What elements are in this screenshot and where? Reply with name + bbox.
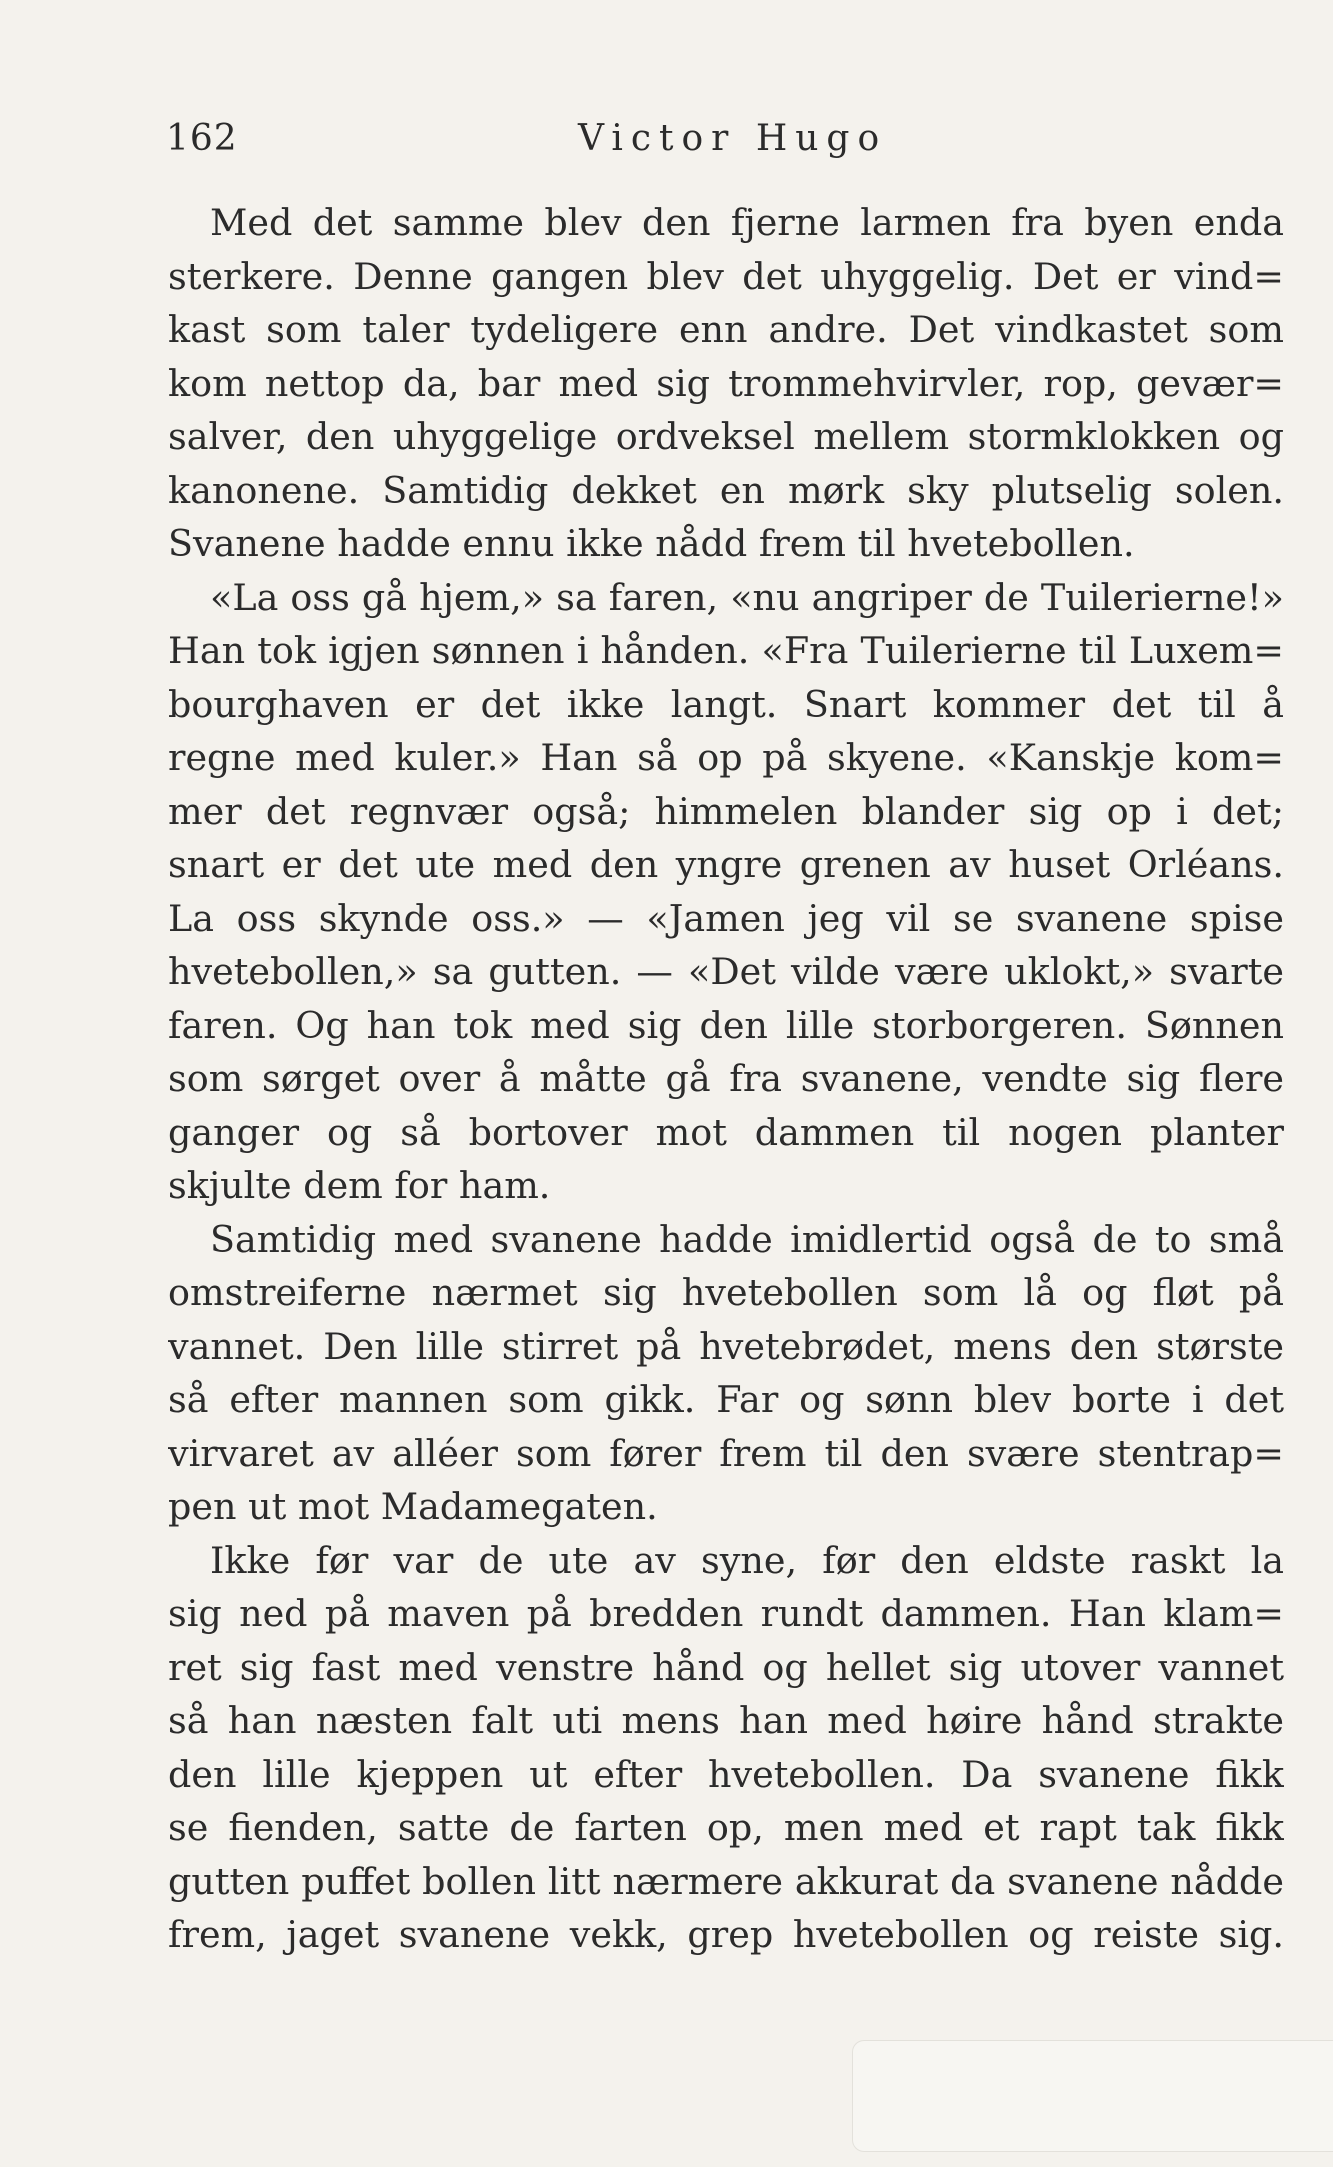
text-line: Han tok igjen sønnen i hånden. «Fra Tuilerierne til Luxem= (168, 629, 1284, 672)
text-line: snart er det ute med den yngre grenen av huset Orléans. (168, 843, 1284, 886)
text-line: ganger og så bortover mot dammen til nogen planter (168, 1110, 1284, 1154)
text-line: vannet. Den lille stirret på hvetebrødet, mens den største (168, 1324, 1284, 1368)
text-line: hvetebollen,» sa gutten. — «Det vilde være uklokt,» svarte (168, 950, 1284, 993)
text-line: bourghaven er det ikke langt. Snart kommer det til å (168, 682, 1284, 726)
page-header (166, 118, 1286, 178)
text-line: kanonene. Samtidig dekket en mørk sky plutselig solen. (168, 468, 1284, 512)
text-line: mer det regnvær også; himmelen blander sig op i det; (168, 789, 1284, 833)
page-number: 162 (166, 118, 238, 159)
text-line: den lille kjeppen ut efter hvetebollen. Da svanene fikk (168, 1752, 1284, 1796)
body-text (168, 196, 1284, 1962)
text-line: ret sig fast med venstre hånd og hellet sig utover vannet (168, 1645, 1284, 1689)
text-line: kast som taler tydeligere enn andre. Det vindkastet som (168, 308, 1284, 351)
text-line: sterkere. Denne gangen blev det uhyggelig. Det er vind= (168, 254, 1284, 298)
text-line: omstreiferne nærmet sig hvetebollen som lå og fløt på (168, 1271, 1284, 1314)
text-line: sig ned på maven på bredden rundt dammen. Han klam= (168, 1592, 1284, 1635)
text-line: Med det samme blev den fjerne larmen fra byen enda (210, 201, 1284, 244)
text-line: som sørget over å måtte gå fra svanene, vendte sig flere (168, 1057, 1284, 1100)
text-line: så efter mannen som gikk. Far og sønn blev borte i det (168, 1378, 1284, 1421)
text-line: «La oss gå hjem,» sa faren, «nu angriper de Tuilerierne!» (210, 575, 1284, 619)
text-line: La oss skynde oss.» — «Jamen jeg vil se svanene spise (168, 896, 1284, 940)
text-line: regne med kuler.» Han så op på skyene. «Kanskje kom= (168, 736, 1284, 779)
text-line: skjulte dem for ham. (168, 1164, 551, 1207)
running-title: Victor Hugo (578, 118, 888, 159)
text-line: se fienden, satte de farten op, men med et rapt tak fikk (168, 1806, 1284, 1849)
text-line: pen ut mot Madamegaten. (168, 1485, 658, 1528)
page-corner-shadow (852, 2040, 1333, 2152)
text-line: virvaret av alléer som fører frem til den svære stentrap= (168, 1431, 1284, 1475)
text-line: Samtidig med svanene hadde imidlertid også de to små (210, 1217, 1284, 1261)
text-line: gutten puffet bollen litt nærmere akkurat da svanene nådde (168, 1859, 1284, 1903)
text-line: så han næsten falt uti mens han med høire hånd strakte (168, 1699, 1284, 1742)
text-line: Svanene hadde ennu ikke nådd frem til hvetebollen. (168, 522, 1135, 565)
text-line: frem, jaget svanene vekk, grep hvetebollen og reiste sig. (168, 1913, 1284, 1956)
text-line: Ikke før var de ute av syne, før den eldste raskt la (210, 1538, 1284, 1582)
text-line: salver, den uhyggelige ordveksel mellem stormklokken og (168, 415, 1284, 458)
text-line: kom nettop da, bar med sig trommehvirvler, rop, gevær= (168, 361, 1284, 405)
text-line: faren. Og han tok med sig den lille storborgeren. Sønnen (168, 1003, 1284, 1047)
